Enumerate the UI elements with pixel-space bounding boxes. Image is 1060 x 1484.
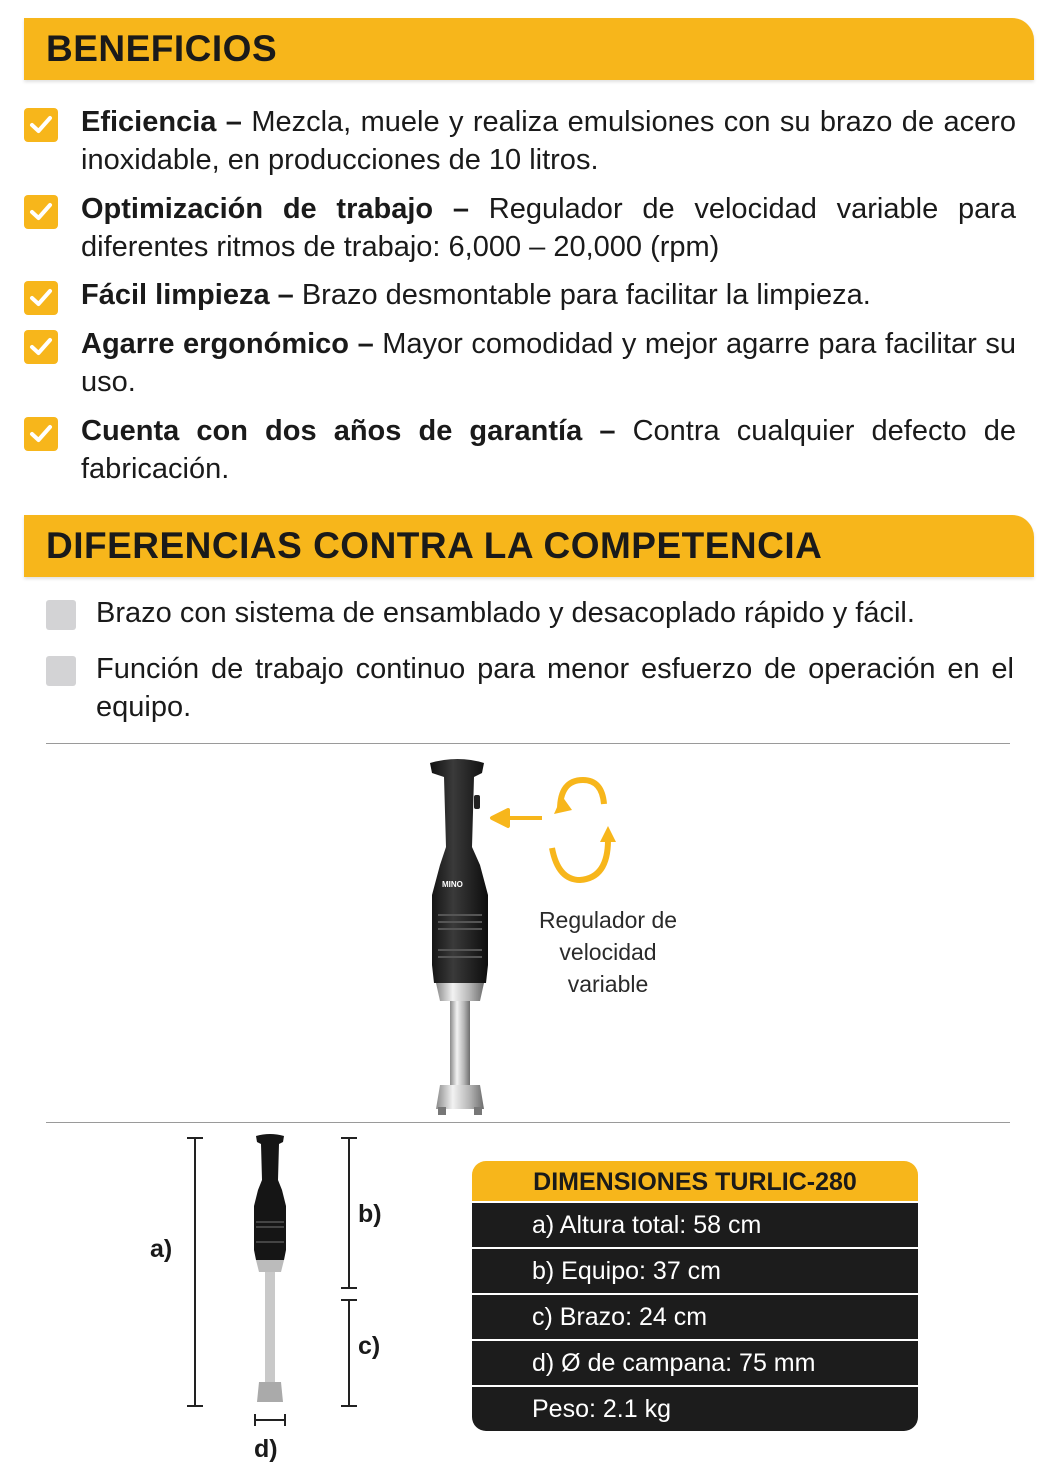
dimension-label-b: b) [358, 1200, 382, 1228]
dimension-label-c: c) [358, 1332, 381, 1360]
benefit-title: Optimización de trabajo [81, 193, 434, 225]
benefit-title: Cuenta con dos años de garantía [81, 415, 583, 447]
benefit-item [24, 103, 1016, 179]
dimension-row: c) Brazo: 24 cm [472, 1295, 918, 1339]
checkbox-checked-icon [24, 281, 58, 315]
divider [46, 1122, 1010, 1123]
benefit-title: Eficiencia [81, 106, 217, 138]
dimension-row: a) Altura total: 58 cm [472, 1203, 918, 1247]
difference-item [46, 650, 1014, 726]
regulator-label: Regulador de velocidad variable [538, 907, 678, 997]
benefit-text: Contra cualquier defecto de fabricación. [81, 415, 1016, 485]
benefit-text: Regulador de velocidad variable para diferentes ritmos de trabajo: 6,000 – 20,000 (rpm) [81, 193, 1017, 263]
benefit-item [24, 276, 1016, 314]
beneficios-header [24, 18, 1034, 80]
benefit-text: Mayor comodidad y mejor agarre para facilitar su uso. [81, 328, 1016, 398]
dimensions-table-title: DIMENSIONES TURLIC-280 [472, 1161, 918, 1201]
benefit-separator: – [433, 193, 489, 225]
checkbox-checked-icon [24, 195, 58, 229]
benefit-item [24, 325, 1016, 401]
dimensions-table [472, 1161, 918, 1431]
dimension-diagram [180, 1130, 370, 1430]
dimension-label-d: d) [254, 1435, 278, 1463]
benefit-separator: – [269, 279, 302, 311]
beneficios-title: BENEFICIOS [46, 28, 278, 69]
diferencias-header [24, 515, 1034, 577]
difference-text: Brazo con sistema de ensamblado y desacoplado rápido y fácil. [96, 597, 915, 629]
benefit-item [24, 190, 1016, 266]
benefit-title: Fácil limpieza [81, 279, 270, 311]
dimension-label-a: a) [150, 1235, 173, 1263]
gray-bullet-icon [46, 656, 76, 686]
benefit-separator: – [582, 415, 633, 447]
checkbox-checked-icon [24, 108, 58, 142]
dimension-row: Peso: 2.1 kg [472, 1387, 918, 1431]
benefit-text: Mezcla, muele y realiza emulsiones con su brazo de acero inoxidable, en producciones de 10 litros. [81, 106, 1016, 176]
benefit-item [24, 412, 1016, 488]
benefit-separator: – [216, 106, 252, 138]
divider [46, 743, 1010, 744]
benefit-title: Agarre ergonómico [81, 328, 350, 360]
difference-text: Función de trabajo continuo para menor esfuerzo de operación en el equipo. [96, 653, 1014, 723]
checkbox-checked-icon [24, 417, 58, 451]
benefit-text: Brazo desmontable para facilitar la limpieza. [301, 279, 871, 311]
rotation-arrows-icon [488, 770, 623, 890]
difference-item [46, 594, 1014, 632]
dimension-row: b) Equipo: 37 cm [472, 1249, 918, 1293]
gray-bullet-icon [46, 600, 76, 630]
checkbox-checked-icon [24, 330, 58, 364]
benefit-separator: – [349, 328, 383, 360]
brand-logo: MINO [442, 880, 463, 889]
dimension-row: d) Ø de campana: 75 mm [472, 1341, 918, 1385]
diferencias-title: DIFERENCIAS CONTRA LA COMPETENCIA [46, 525, 823, 566]
